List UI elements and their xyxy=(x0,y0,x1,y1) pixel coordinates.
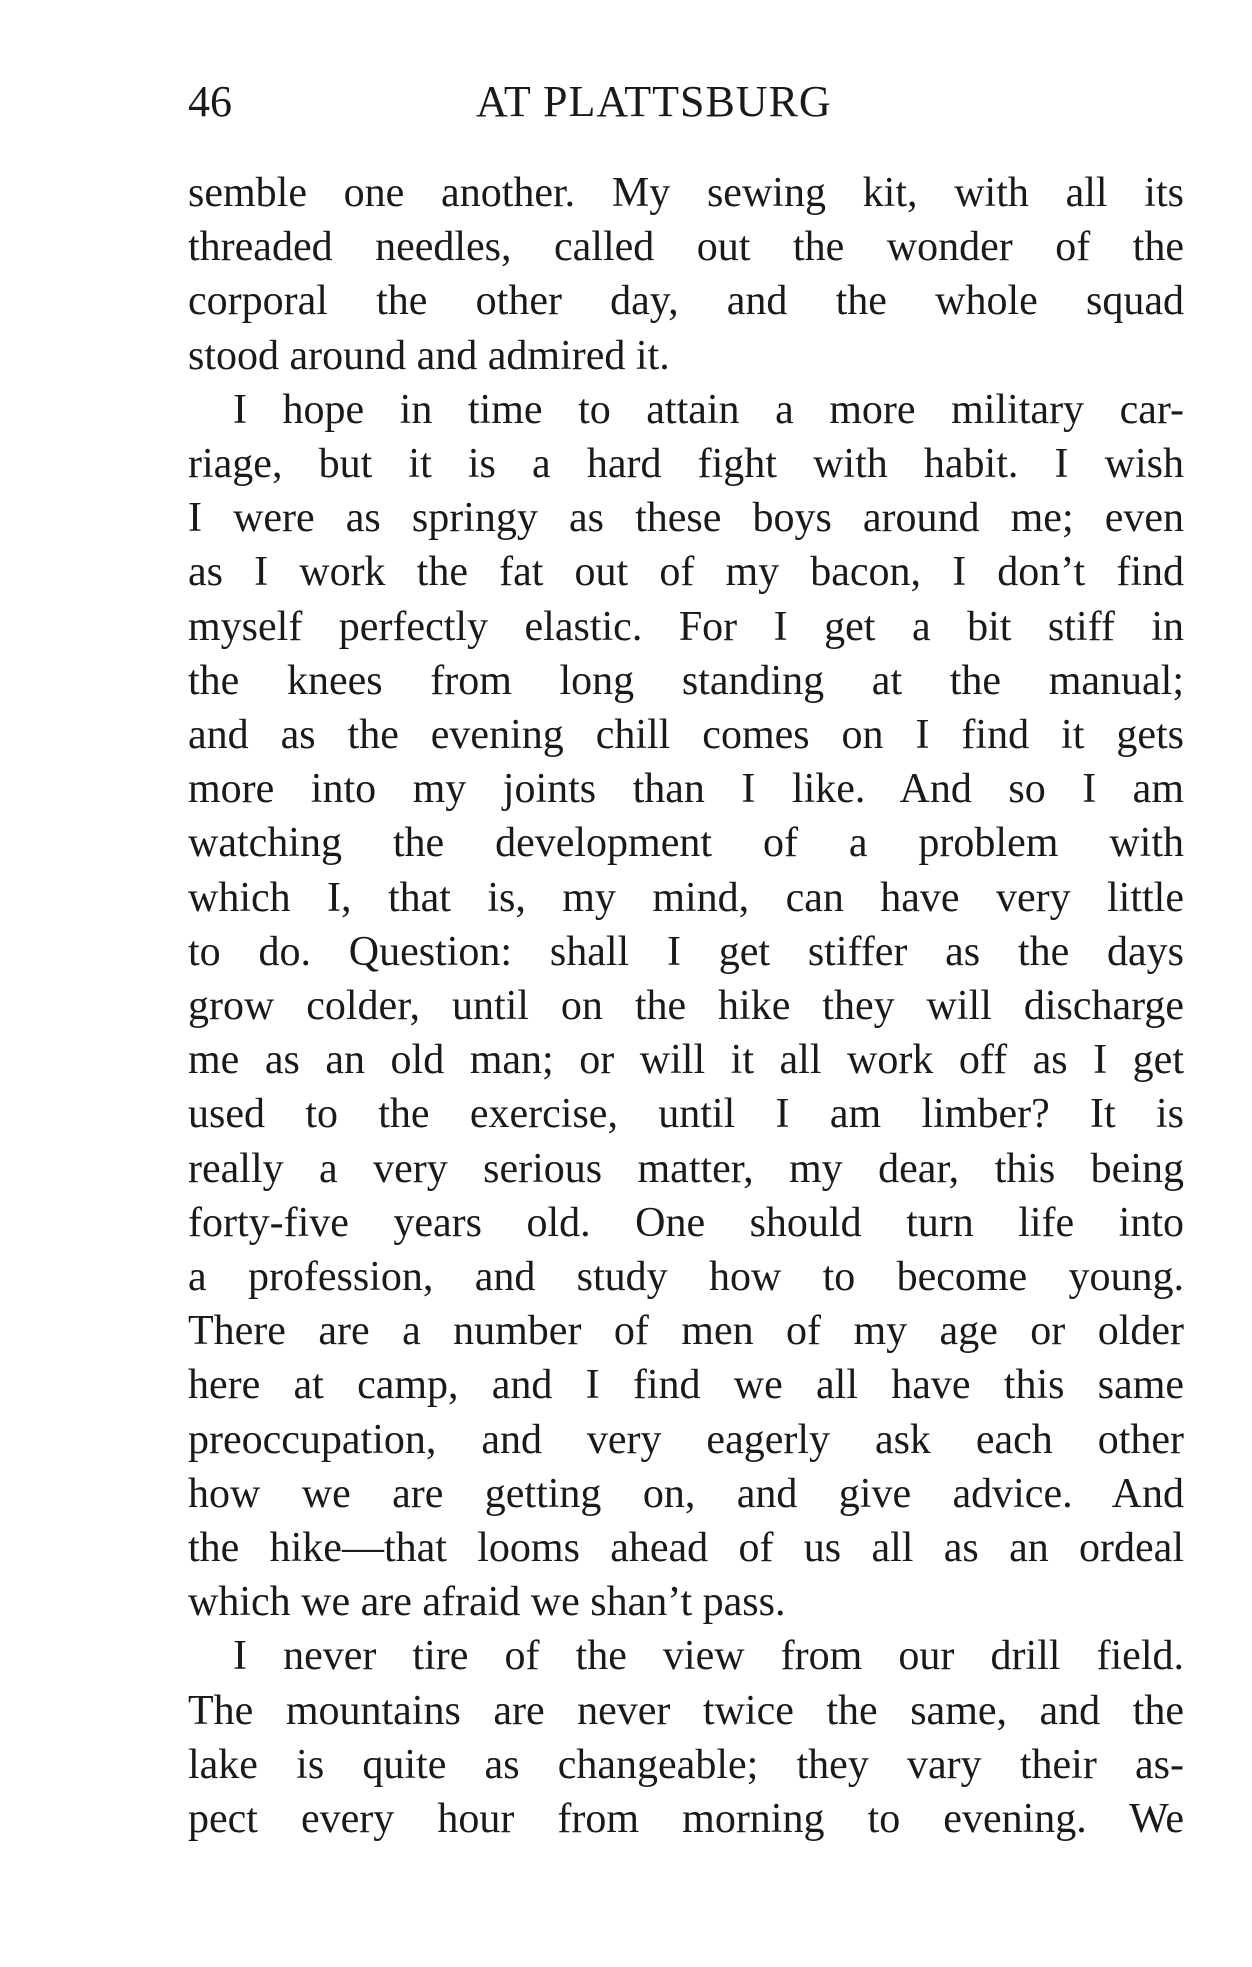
running-head xyxy=(188,72,1188,132)
text-line: threaded needles, called out the wonder of the xyxy=(188,224,1184,271)
text-line: grow colder, until on the hike they will discharge xyxy=(188,983,1184,1030)
text-line: used to the exercise, until I am limber? It is xyxy=(188,1091,1184,1138)
text-line: here at camp, and I find we all have this same xyxy=(188,1362,1184,1409)
text-line: riage, but it is a hard fight with habit. I wish xyxy=(188,441,1184,488)
text-line: preoccupation, and very eagerly ask each other xyxy=(188,1416,1184,1463)
text-line: more into my joints than I like. And so I am xyxy=(188,766,1184,813)
text-line: watching the development of a problem with xyxy=(188,820,1184,867)
text-line: lake is quite as changeable; they vary their as- xyxy=(188,1741,1184,1788)
paragraph xyxy=(188,383,1184,1630)
text-line: a profession, and study how to become young. xyxy=(188,1254,1184,1301)
text-line: semble one another. My sewing kit, with all its xyxy=(188,170,1184,216)
text-line: me as an old man; or will it all work off as I get xyxy=(188,1037,1184,1084)
text-line: and as the evening chill comes on I find it gets xyxy=(188,712,1184,759)
text-line: as I work the fat out of my bacon, I don’t find xyxy=(188,549,1184,596)
text-line: stood around and admired it. xyxy=(188,332,670,379)
paragraph xyxy=(188,166,1184,383)
text-line: the hike—that looms ahead of us all as an ordeal xyxy=(188,1525,1184,1572)
text-line: corporal the other day, and the whole squad xyxy=(188,278,1184,325)
text-line: really a very serious matter, my dear, this being xyxy=(188,1145,1184,1192)
text-line: myself perfectly elastic. For I get a bit stiff in xyxy=(188,603,1184,650)
text-line: There are a number of men of my age or older xyxy=(188,1308,1184,1355)
text-line: I were as springy as these boys around me; even xyxy=(188,495,1184,542)
text-line: which I, that is, my mind, can have very little xyxy=(188,874,1184,921)
text-line: forty-five years old. One should turn life into xyxy=(188,1199,1184,1246)
text-line: which we are afraid we shan’t pass. xyxy=(188,1579,786,1626)
page-number: 46 xyxy=(188,77,232,126)
text-line: how we are getting on, and give advice. And xyxy=(188,1470,1184,1517)
text-line: the knees from long standing at the manual; xyxy=(188,657,1184,704)
text-line: The mountains are never twice the same, and the xyxy=(188,1687,1184,1734)
text-line: I never tire of the view from our drill field. xyxy=(233,1633,1184,1680)
text-line: I hope in time to attain a more military car- xyxy=(233,386,1184,433)
paragraph xyxy=(188,1629,1184,1846)
body-text xyxy=(188,166,1184,1846)
text-line: pect every hour from morning to evening. We xyxy=(188,1796,1184,1843)
text-line: to do. Question: shall I get stiffer as the days xyxy=(188,928,1184,975)
running-title: AT PLATTSBURG xyxy=(476,77,832,126)
